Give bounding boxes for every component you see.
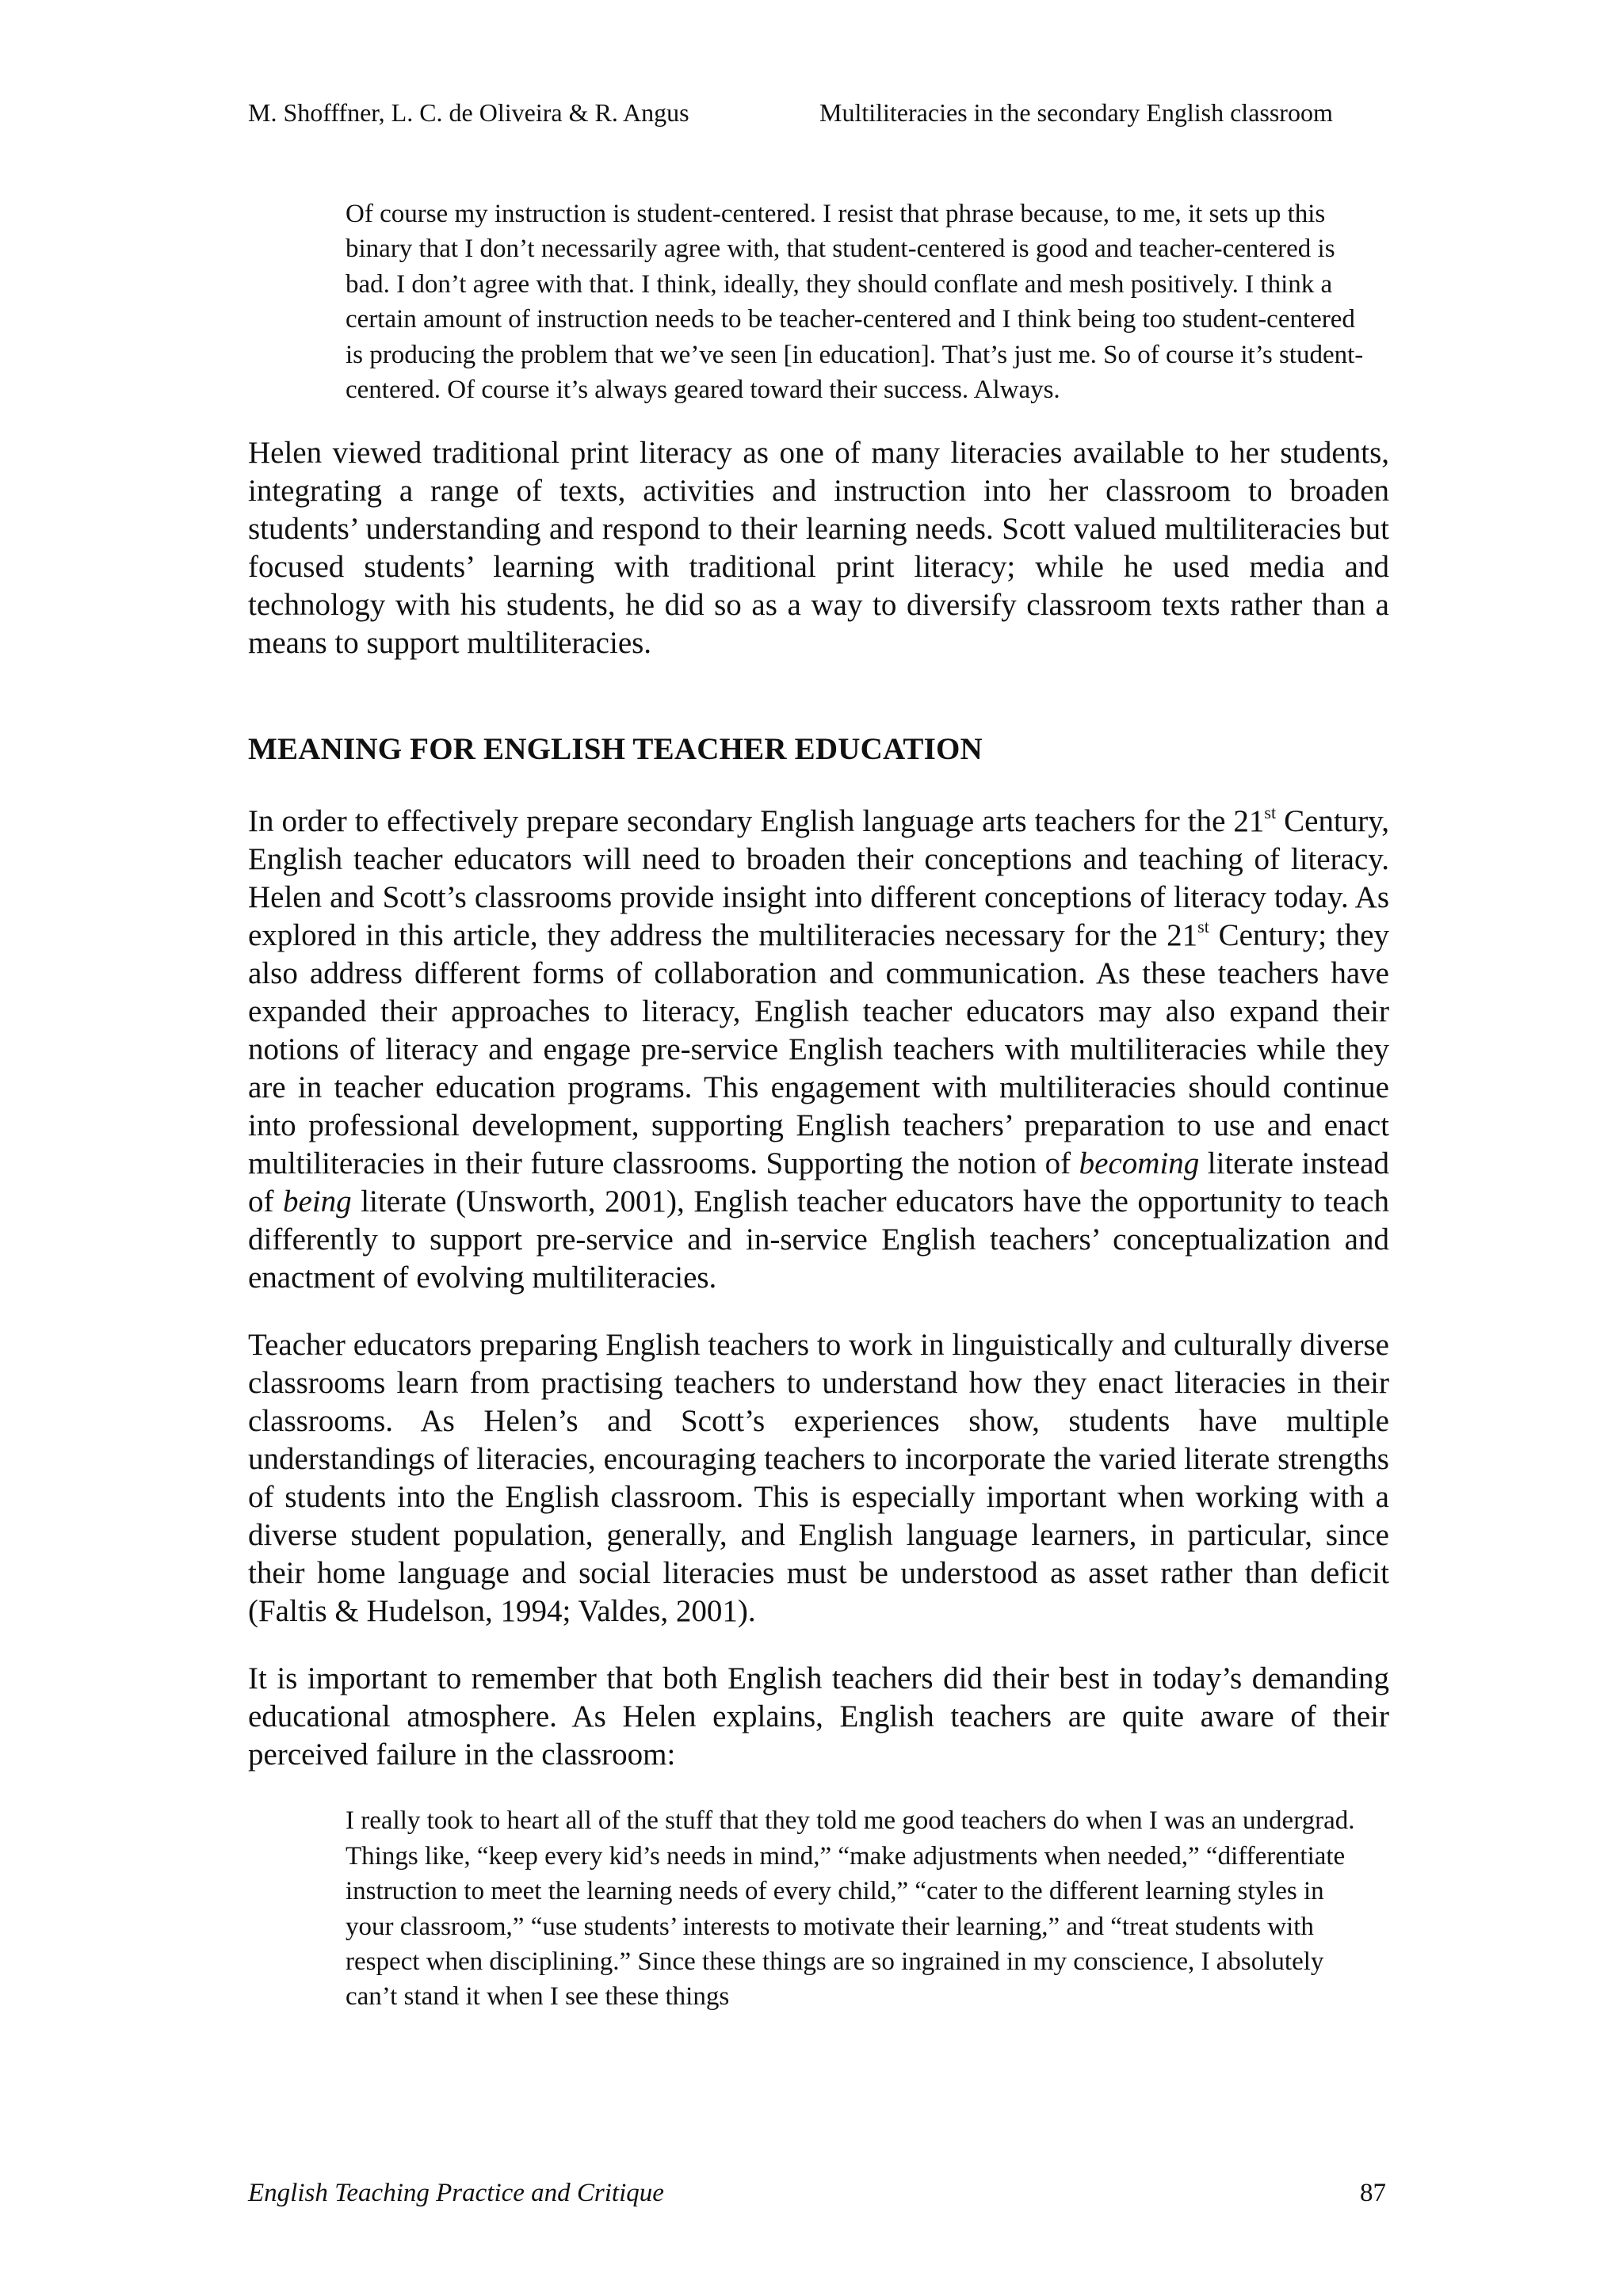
- superscript-st-1: st: [1264, 803, 1277, 823]
- article-body: [248, 196, 1389, 2042]
- page-number: 87: [1360, 2179, 1386, 2207]
- paragraph-2-text-4: literate instead of: [248, 1146, 1389, 1219]
- footer-journal-title: English Teaching Practice and Critique: [248, 2179, 664, 2207]
- paragraph-2-text-2: Century, English teacher educators will need to broaden their conceptions and teaching of literacy. Helen and Scott’s classrooms provide insight into different conceptions of literacy today. As explored in this article, they address the multiliteracies necessary for the 21: [248, 804, 1389, 953]
- paragraph-2-text-3: Century; they also address different forms of collaboration and communication. As these teachers have expanded their approaches to literacy, English teacher educators may also expand their notions of literacy and engage pre-service English teachers with multiliteracies while they are in teacher education programs. This engagement with multiliteracies should continue into professional development, supporting English teachers’ preparation to use and enact multiliteracies in their future classrooms. Supporting the notion of: [248, 918, 1389, 1181]
- paragraph-2-text-5: literate (Unsworth, 2001), English teacher educators have the opportunity to teach differently to support pre-service and in-service English teachers’ conceptualization and enactment of evolving multiliteracies.: [248, 1184, 1389, 1295]
- block-quote-1: Of course my instruction is student-centered. I resist that phrase because, to me, it sets up this binary that I don’t necessarily agree with, that student-centered is good and teacher-centered is bad. I don’t agree with that. I think, ideally, they should conflate and mesh positively. I think a certain amount of instruction needs to be teacher-centered and I think being too student-centered is producing the problem that we’ve seen [in education]. That’s just me. So of course it’s student-centered. Of course it’s always geared toward their success. Always.: [346, 200, 1364, 405]
- emphasis-being: being: [283, 1184, 352, 1219]
- block-quote-2: I really took to heart all of the stuff that they told me good teachers do when I was an undergrad. Things like, “keep every kid’s needs in mind,” “make adjustments when needed,” “differentiate instruction to meet the learning needs of every child,” “cater to the different learning styles in your classroom,” “use students’ interests to motivate their learning,” and “treat students with respect when disciplining.” Since these things are so ingrained in my conscience, I absolutely can’t stand it when I see these things: [346, 1806, 1355, 2012]
- header-short-title: Multiliteracies in the secondary English classroom: [819, 98, 1333, 127]
- paragraph-2-text-1: In order to effectively prepare secondary English language arts teachers for the 21: [248, 804, 1265, 839]
- paragraph-3: Teacher educators preparing English teachers to work in linguistically and culturally diverse classrooms learn from practising teachers to understand how they enact literacies in their classrooms. As Helen’s and Scott’s experiences show, students have multiple understandings of literacies, encouraging teachers to incorporate the varied literate strengths of students into the English classroom. This is especially important when working with a diverse student population, generally, and English language learners, in particular, since their home language and social literacies must be understood as asset rather than deficit (Faltis & Hudelson, 1994; Valdes, 2001).: [248, 1328, 1389, 1629]
- paragraph-4: It is important to remember that both English teachers did their best in today’s demanding educational atmosphere. As Helen explains, English teachers are quite aware of their perceived failure in the classroom:: [248, 1661, 1389, 1772]
- paragraph-1: Helen viewed traditional print literacy as one of many literacies available to her students, integrating a range of texts, activities and instruction into her classroom to broaden students’ understanding and respond to their learning needs. Scott valued multiliteracies but focused students’ learning with traditional print literacy; while he used media and technology with his students, he did so as a way to diversify classroom texts rather than a means to support multiliteracies.: [248, 436, 1389, 661]
- emphasis-becoming: becoming: [1079, 1146, 1200, 1181]
- header-authors: M. Shofffner, L. C. de Oliveira & R. Angus: [248, 98, 689, 127]
- superscript-st-2: st: [1197, 917, 1209, 937]
- paragraph-2: [248, 803, 1389, 1297]
- section-heading: MEANING FOR ENGLISH TEACHER EDUCATION: [248, 732, 983, 767]
